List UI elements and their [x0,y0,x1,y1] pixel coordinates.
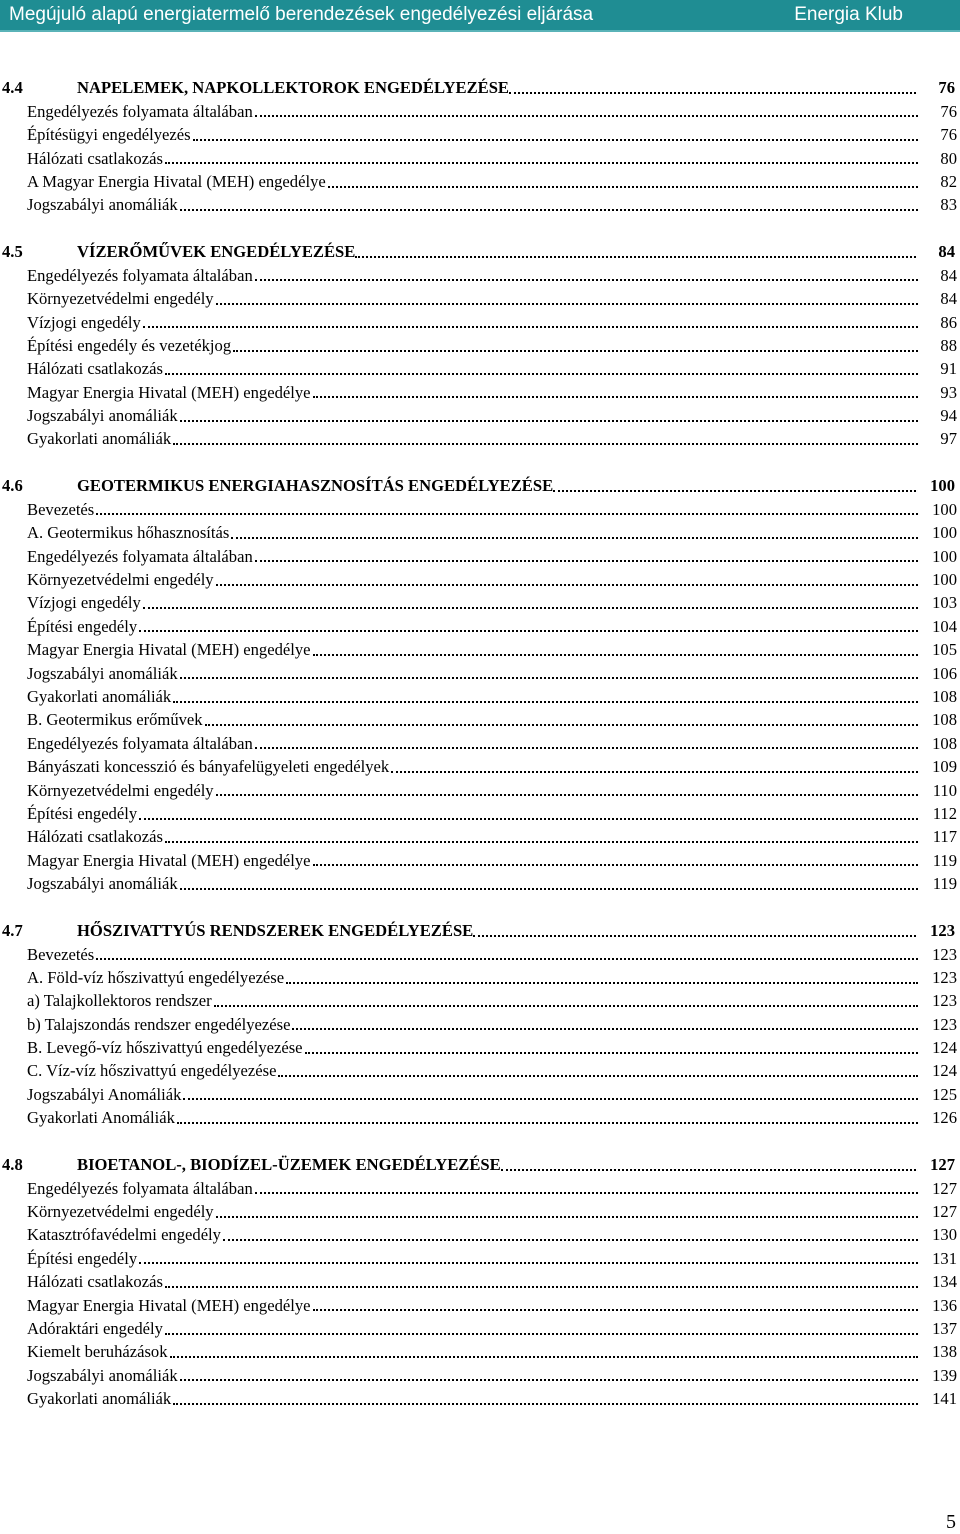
dot-leader [165,1286,918,1288]
dot-leader [509,92,916,94]
toc-entry[interactable] [0,1267,960,1290]
toc-entry-label: Hálózati csatlakozás [27,827,163,847]
toc-entry[interactable] [0,1314,960,1337]
dot-leader [473,935,916,937]
toc-entry-page: 100 [932,546,957,566]
section-page: 127 [930,1155,955,1175]
toc-entry[interactable] [0,378,960,401]
dot-leader [180,1379,918,1381]
toc-entry-label: Jogszabályi anomáliák [27,406,178,426]
dot-leader [255,560,918,562]
toc-entry-page: 108 [932,710,957,730]
dot-leader [313,654,918,656]
toc-section-heading[interactable] [0,73,960,97]
toc-entry[interactable] [0,518,960,541]
toc-entry-label: Katasztrófavédelmi engedély [27,1225,221,1245]
toc-entry-label: Magyar Energia Hivatal (MEH) engedélye [27,1295,311,1315]
dot-leader [223,1239,918,1241]
toc-entry[interactable] [0,776,960,799]
toc-entry-page: 86 [940,312,957,332]
toc-entry-page: 76 [940,101,957,121]
toc-entry[interactable] [0,659,960,682]
toc-entry[interactable] [0,963,960,986]
toc-entry-page: 104 [932,616,957,636]
dot-leader [255,747,918,749]
toc-entry[interactable] [0,1291,960,1314]
dot-leader [96,958,918,960]
toc-entry[interactable] [0,120,960,143]
dot-leader [233,350,918,352]
toc-entry-label: Kiemelt beruházások [27,1342,168,1362]
dot-leader [313,1309,918,1311]
toc-section-heading[interactable] [0,237,960,261]
toc-entry-page: 123 [932,967,957,987]
toc-entry-page: 134 [932,1272,957,1292]
section-page: 100 [930,476,955,496]
section-title: BIOETANOL-, BIODÍZEL-ÜZEMEK ENGEDÉLYEZÉSE [77,1155,501,1175]
toc-section-heading[interactable] [0,916,960,940]
toc-entry-label: Magyar Energia Hivatal (MEH) engedélye [27,850,311,870]
dot-leader [391,771,918,773]
toc-entry-label: Bevezetés [27,499,95,519]
section-number: 4.6 [2,476,23,496]
dot-leader [255,279,918,281]
toc-entry-page: 123 [932,991,957,1011]
dot-leader [173,701,918,703]
toc-entry-page: 139 [932,1365,957,1385]
dot-leader [180,888,918,890]
toc-section [0,916,960,1127]
toc-entry-page: 84 [940,265,957,285]
toc-entry-label: Jogszabályi anomáliák [27,663,178,683]
section-page: 123 [930,921,955,941]
toc-entry-label: Engedélyezés folyamata általában [27,546,253,566]
dot-leader [292,1028,918,1030]
dot-leader [355,256,916,258]
dot-leader [216,303,918,305]
dot-leader [255,115,918,117]
toc-entry-label: Építési engedély és vezetékjog [27,335,232,355]
toc-entry-label: Jogszabályi Anomáliák [27,1084,182,1104]
toc-entry[interactable] [0,284,960,307]
toc-entry[interactable] [0,1361,960,1384]
toc-entry-label: Bevezetés [27,944,95,964]
toc-entry[interactable] [0,144,960,167]
dot-leader [139,1262,918,1264]
toc-entry-label: Hálózati csatlakozás [27,359,163,379]
section-number: 4.5 [2,242,23,262]
toc-entry-label: Jogszabályi anomáliák [27,1365,178,1385]
toc-entry-label: Engedélyezés folyamata általában [27,101,253,121]
toc-entry[interactable] [0,589,960,612]
dot-leader [170,1356,918,1358]
toc-entry[interactable] [0,823,960,846]
toc-entry-page: 76 [940,125,957,145]
toc-entry[interactable] [0,401,960,424]
toc-entry-label: Engedélyezés folyamata általában [27,265,253,285]
toc-entry-page: 119 [932,850,957,870]
toc-entry-label: Adóraktári engedély [27,1318,163,1338]
dot-leader [286,982,918,984]
toc-entry-page: 124 [932,1061,957,1081]
toc-section-heading[interactable] [0,471,960,495]
section-number: 4.8 [2,1155,23,1175]
dot-leader [143,607,918,609]
running-header [0,0,960,30]
toc-entry-page: 136 [932,1295,957,1315]
toc-entry[interactable] [0,869,960,892]
section-title: VÍZERŐMŰVEK ENGEDÉLYEZÉSE [77,242,356,262]
toc-entry-label: Környezetvédelmi engedély [27,780,214,800]
toc-entry-label: Gyakorlati anomáliák [27,1389,172,1409]
toc-entry[interactable] [0,542,960,565]
dot-leader [180,420,918,422]
dot-leader [278,1075,918,1077]
toc-entry[interactable] [0,1080,960,1103]
toc-entry[interactable] [0,495,960,518]
toc-entry[interactable] [0,191,960,214]
toc-entry-label: C. Víz-víz hőszivattyú engedélyezése [27,1061,277,1081]
dot-leader [205,724,918,726]
toc-section [0,471,960,893]
dot-leader [180,209,918,211]
toc-entry-label: Jogszabályi anomáliák [27,195,178,215]
toc-entry-label: A. Föld-víz hőszivattyú engedélyezése [27,967,285,987]
toc-entry-page: 84 [940,289,957,309]
toc-entry-page: 93 [940,382,957,402]
section-title: GEOTERMIKUS ENERGIAHASZNOSÍTÁS ENGEDÉLYEZÉSE [77,476,554,496]
toc-entry-label: Építési engedély [27,803,138,823]
toc-section [0,1150,960,1408]
toc-entry[interactable] [0,1221,960,1244]
dot-leader [165,373,918,375]
toc-entry-label: Építésügyi engedélyezés [27,125,191,145]
dot-leader [328,186,918,188]
toc-section [0,237,960,448]
toc-entry-label: Magyar Energia Hivatal (MEH) engedélye [27,640,311,660]
toc-entry[interactable] [0,1010,960,1033]
toc-entry-label: a) Talajkollektoros rendszer [27,991,212,1011]
toc-entry[interactable] [0,940,960,963]
toc-entry-page: 138 [932,1342,957,1362]
toc-entry-page: 119 [932,874,957,894]
dot-leader [214,1005,918,1007]
section-title: HŐSZIVATTYÚS RENDSZEREK ENGEDÉLYEZÉSE [77,921,474,941]
toc-entry-label: Építési engedély [27,616,138,636]
toc-entry-page: 97 [940,429,957,449]
toc-entry-page: 82 [940,171,957,191]
toc-entry-label: Gyakorlati Anomáliák [27,1108,175,1128]
toc-entry-label: A Magyar Energia Hivatal (MEH) engedélye [27,171,326,191]
toc-entry[interactable] [0,1197,960,1220]
toc-entry-label: b) Talajszondás rendszer engedélyezése [27,1014,291,1034]
toc-entry-page: 117 [932,827,957,847]
toc-entry-page: 141 [932,1389,957,1409]
toc-entry[interactable] [0,799,960,822]
dot-leader [139,630,918,632]
toc-entry-label: Gyakorlati anomáliák [27,429,172,449]
toc-entry[interactable] [0,1174,960,1197]
document-title: Megújuló alapú energiatermelő berendezések engedélyezési eljárása [9,4,594,25]
toc-entry-label: Jogszabályi anomáliák [27,874,178,894]
toc-entry-page: 100 [932,499,957,519]
dot-leader [173,443,918,445]
toc-entry-page: 100 [932,523,957,543]
toc-entry-page: 127 [932,1178,957,1198]
dot-leader [216,794,918,796]
toc-entry-label: Építési engedély [27,1248,138,1268]
toc-entry-label: B. Geotermikus erőművek [27,710,203,730]
dot-leader [216,1216,918,1218]
dot-leader [313,396,918,398]
toc-entry-label: Vízjogi engedély [27,593,141,613]
toc-entry[interactable] [0,425,960,448]
section-page: 84 [938,242,955,262]
toc-entry-page: 131 [932,1248,957,1268]
toc-entry-page: 124 [932,1038,957,1058]
toc-entry-page: 83 [940,195,957,215]
toc-entry-label: Vízjogi engedély [27,312,141,332]
toc-entry[interactable] [0,706,960,729]
toc-entry-page: 123 [932,944,957,964]
section-number: 4.7 [2,921,23,941]
toc-entry-page: 108 [932,733,957,753]
toc-entry-page: 123 [932,1014,957,1034]
dot-leader [165,162,918,164]
toc-entry[interactable] [0,261,960,284]
toc-entry-label: Hálózati csatlakozás [27,1272,163,1292]
toc-entry-label: Környezetvédelmi engedély [27,1202,214,1222]
dot-leader [165,841,918,843]
toc-entry-page: 108 [932,687,957,706]
toc-entry-page: 112 [932,803,957,823]
dot-leader [143,326,918,328]
table-of-contents [0,73,960,1431]
toc-entry-page: 105 [932,640,957,660]
toc-entry-label: Gyakorlati anomáliák [27,687,172,706]
toc-entry-page: 88 [940,335,957,355]
dot-leader [177,1122,918,1124]
toc-entry-label: Engedélyezés folyamata általában [27,1178,253,1198]
toc-entry-page: 100 [932,570,957,590]
toc-entry-page: 137 [932,1318,957,1338]
toc-entry-label: B. Levegő-víz hőszivattyú engedélyezése [27,1038,303,1058]
toc-entry-page: 106 [932,663,957,683]
organization-name: Energia Klub [794,4,903,25]
toc-entry[interactable] [0,355,960,378]
toc-entry-label: Bányászati koncesszió és bányafelügyeleti engedélyek [27,757,390,777]
toc-entry[interactable] [0,846,960,869]
toc-entry[interactable] [0,1244,960,1267]
section-title: NAPELEMEK, NAPKOLLEKTOROK ENGEDÉLYEZÉSE [77,78,509,98]
toc-entry[interactable] [0,752,960,775]
dot-leader [501,1169,916,1171]
toc-entry-label: Engedélyezés folyamata általában [27,733,253,753]
dot-leader [255,1192,918,1194]
toc-entry-page: 103 [932,593,957,613]
dot-leader [165,1333,918,1335]
toc-entry-page: 125 [932,1084,957,1104]
toc-entry-page: 91 [940,359,957,379]
dot-leader [193,139,918,141]
toc-entry[interactable] [0,987,960,1010]
toc-entry[interactable] [0,1384,960,1407]
toc-entry[interactable] [0,308,960,331]
header-divider [0,30,960,32]
dot-leader [183,1098,918,1100]
toc-entry-label: Környezetvédelmi engedély [27,289,214,309]
page-number: 5 [946,1511,956,1533]
dot-leader [180,677,918,679]
toc-entry-label: Környezetvédelmi engedély [27,570,214,590]
toc-entry-page: 110 [932,780,957,800]
dot-leader [173,1403,918,1405]
section-number: 4.4 [2,78,23,98]
toc-entry-page: 94 [940,406,957,426]
toc-entry[interactable] [0,682,960,705]
toc-section-heading[interactable] [0,1150,960,1174]
dot-leader [216,584,918,586]
dot-leader [231,537,918,539]
toc-entry[interactable] [0,635,960,658]
toc-entry-label: Hálózati csatlakozás [27,148,163,168]
toc-entry-label: A. Geotermikus hőhasznosítás [27,523,230,543]
section-page: 76 [938,78,955,98]
toc-entry-page: 126 [932,1108,957,1128]
toc-entry-label: Magyar Energia Hivatal (MEH) engedélye [27,382,311,402]
toc-entry-page: 80 [940,148,957,168]
toc-entry[interactable] [0,612,960,635]
toc-entry[interactable] [0,1338,960,1361]
toc-entry[interactable] [0,729,960,752]
dot-leader [139,818,918,820]
toc-entry[interactable] [0,97,960,120]
toc-entry[interactable] [0,565,960,588]
toc-entry[interactable] [0,331,960,354]
dot-leader [313,864,918,866]
dot-leader [553,490,916,492]
toc-entry-page: 130 [932,1225,957,1245]
toc-entry[interactable] [0,1103,960,1126]
dot-leader [96,513,918,515]
toc-entry[interactable] [0,1033,960,1056]
toc-entry[interactable] [0,1057,960,1080]
toc-entry-page: 127 [932,1202,957,1222]
toc-entry[interactable] [0,167,960,190]
toc-section [0,73,960,214]
toc-entry-page: 109 [932,757,957,777]
dot-leader [305,1052,918,1054]
